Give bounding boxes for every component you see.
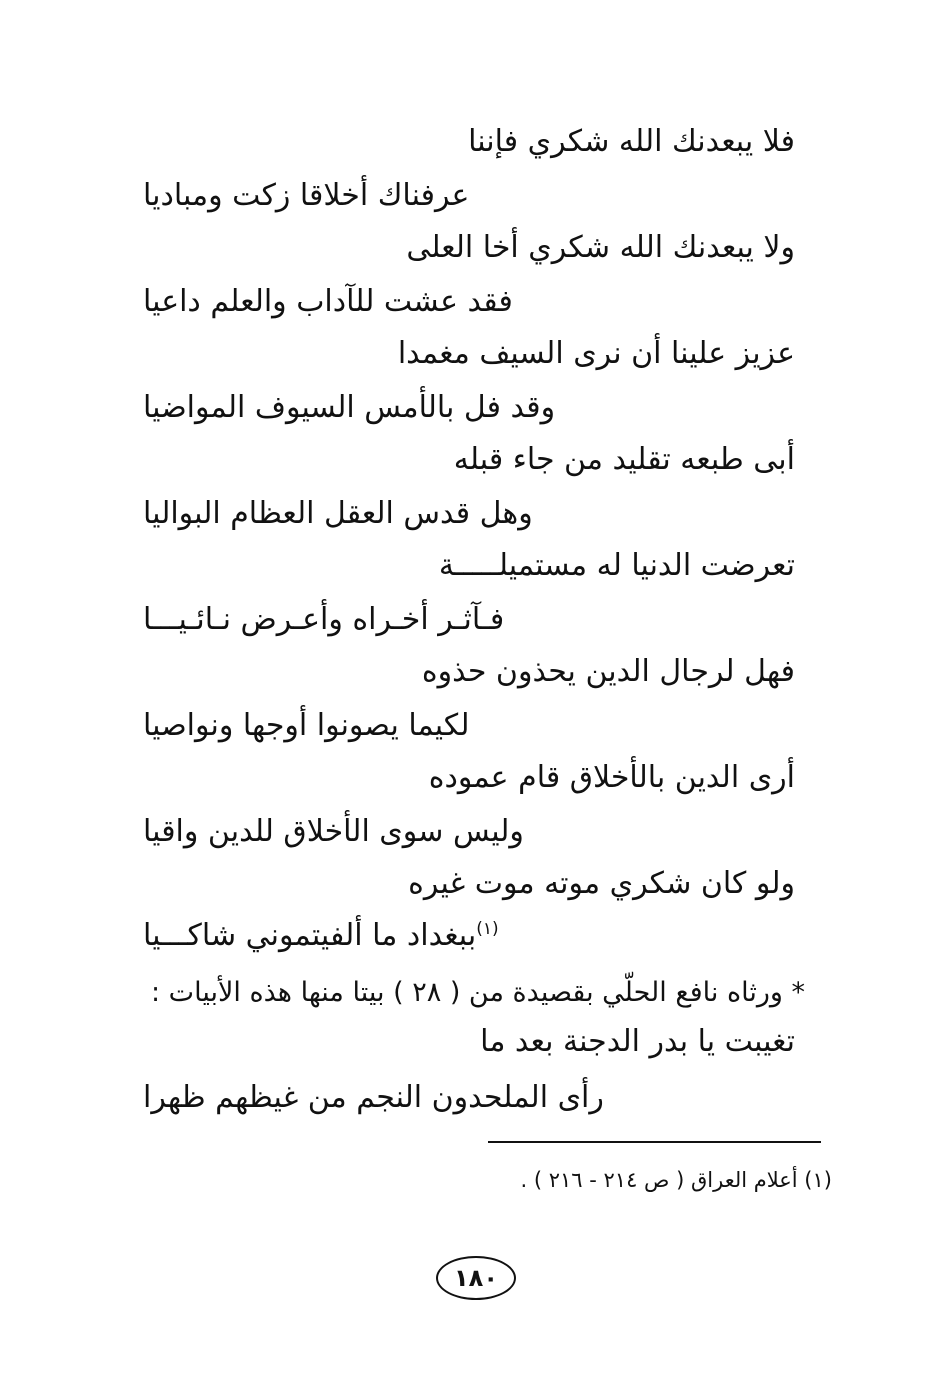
verse-line: تعرضت الدنيا له مستميلـــــة	[438, 548, 795, 583]
verse-line: لكيما يصونوا أوجها ونواصيا	[143, 708, 470, 743]
footnote-divider	[488, 1141, 821, 1143]
verse-line: وهل قدس العقل العظام البواليا	[143, 496, 533, 531]
verse-line: وليس سوى الأخلاق للدين واقيا	[143, 814, 524, 849]
verse-line-with-footnote	[143, 916, 499, 956]
page-number: ١٨٠	[454, 1264, 498, 1292]
page-number-badge	[436, 1256, 516, 1300]
verse-line: فهل لرجال الدين يحذون حذوه	[421, 654, 795, 689]
verse-line: عرفناك أخلاقا زكت ومباديا	[143, 178, 470, 213]
verse-line: تغيبت يا بدر الدجنة بعد ما	[480, 1024, 795, 1059]
verse-line: فقد عشت للآداب والعلم داعيا	[143, 284, 513, 319]
verse-line: أرى الدين بالأخلاق قام عموده	[428, 760, 795, 795]
verse-line: ولو كان شكري موته موت غيره	[408, 866, 795, 901]
footnote-text: (١) أعلام العراق ( ص ٢١٤ - ٢١٦ ) .	[520, 1168, 832, 1192]
verse-line: ولا يبعدنك الله شكري أخا العلى	[406, 230, 795, 265]
prose-note: * ورثاه نافع الحلّي بقصيدة من ( ٢٨ ) بيتا منها هذه الأبيات :	[151, 977, 805, 1008]
verse-line: فـآثـر أخـراه وأعـرض نـائـيـــا	[143, 602, 505, 637]
verse-line: أبى طبعه تقليد من جاء قبله	[453, 442, 795, 477]
verse-line: فلا يبعدنك الله شكري فإننا	[468, 124, 795, 159]
verse-line: رأى الملحدون النجم من غيظهم ظهرا	[143, 1080, 604, 1115]
verse-line: وقد فل بالأمس السيوف المواضيا	[143, 390, 556, 425]
verse-text: ببغداد ما ألفيتموني شاكـــيا	[143, 918, 477, 953]
verse-line: عزيز علينا أن نرى السيف مغمدا	[397, 336, 795, 371]
footnote-marker: (١)	[476, 919, 499, 939]
